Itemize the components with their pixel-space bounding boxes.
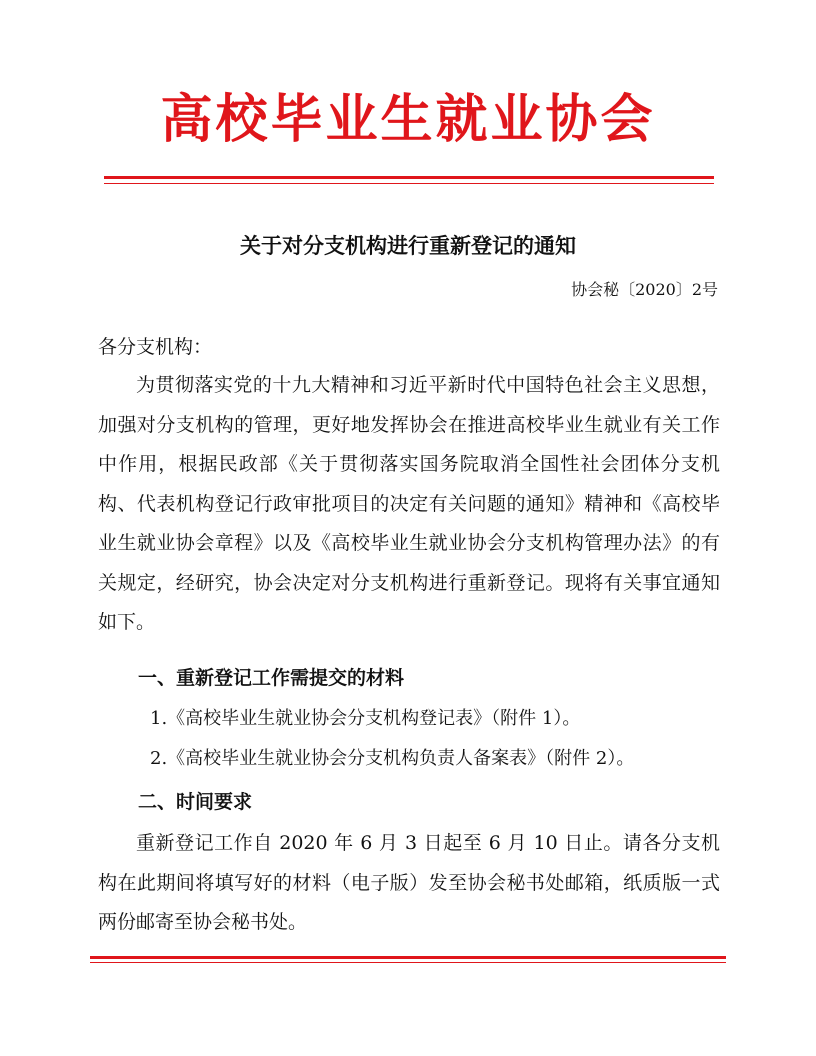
section1-heading: 一、重新登记工作需提交的材料 <box>138 667 405 689</box>
section2-heading: 二、时间要求 <box>138 791 253 813</box>
document-title: 关于对分支机构进行重新登记的通知 <box>240 234 576 258</box>
letterhead-org-name: 高校毕业生就业协会 <box>160 89 656 150</box>
header-rule-thick <box>104 176 714 179</box>
document-number: 协会秘〔2020〕2号 <box>571 280 718 299</box>
section1-item-1: 1.《高校毕业生就业协会分支机构登记表》（附件 1）。 <box>150 708 581 729</box>
section2-body: 重新登记工作自 2020 年 6 月 3 日起至 6 月 10 日止。请各分支机构在此期间将填写好的材料（电子版）发至协会秘书处邮箱，纸质版一式两份邮寄至协会秘书处。 <box>98 832 720 933</box>
salutation: 各分支机构： <box>98 336 213 358</box>
section1-item-2: 2.《高校毕业生就业协会分支机构负责人备案表》（附件 2）。 <box>150 748 635 769</box>
footer-rule-thin <box>90 962 726 963</box>
footer-rule-thick <box>90 956 726 959</box>
header-rule-thin <box>104 183 714 184</box>
intro-paragraph: 为贯彻落实党的十九大精神和习近平新时代中国特色社会主义思想，加强对分支机构的管理，更好地发挥协会在推进高校毕业生就业有关工作中作用，根据民政部《关于贯彻落实国务院取消全国性社会团体分支机构、代表机构登记行政审批项目的决定有关问题的通知》精神和《高校毕业生就业协会章程》以及《高校毕业生就业协会分支机构管理办法》的有关规定，经研究，协会决定对分支机构进行重新登记。现将有关事宜通知如下。 <box>98 374 720 633</box>
